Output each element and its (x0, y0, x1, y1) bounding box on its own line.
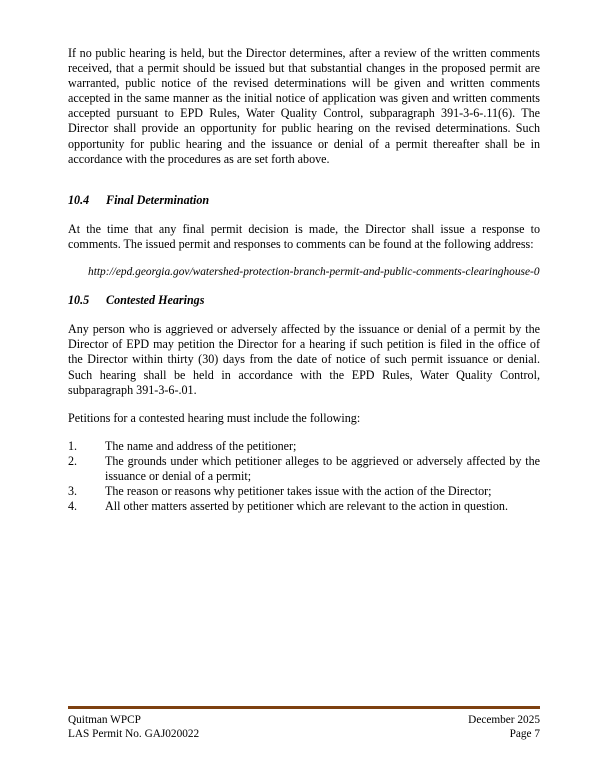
section-heading-10-4 (68, 193, 540, 208)
post-heading-spacer-10-5 (68, 308, 540, 322)
list-item-number: 1. (68, 438, 78, 453)
petitions-list-intro: Petitions for a contested hearing must include the following: (68, 410, 361, 425)
list-item-text: The name and address of the petitioner; (105, 438, 297, 453)
list-item-text: The grounds under which petitioner alleges to be aggrieved or adversely affected by the issuance or denial of a permit; (105, 453, 540, 483)
footer-row-top (68, 713, 540, 727)
list-item (68, 439, 540, 454)
footer-permit-number: LAS Permit No. GAJ020022 (68, 728, 200, 741)
list-item (68, 454, 540, 484)
footer-divider-rule (68, 706, 540, 709)
section-number-10-5: 10.5 (68, 293, 90, 308)
intro-paragraph: If no public hearing is held, but the Director determines, after a review of the written comments received, that a permit should be issued but that substantial changes in the proposed permit are warranted, public notice of the revised determinations will be given and written comments accepted in the same manner as the initial notice of application was given and written comments accepted pursuant to EPD Rules, Water Quality Control, subparagraph 391-3-6-.11(6). The Director shall provide an opportunity for public hearing on the revised determinations. Such opportunity for public hearing and the issuance or denial of a permit thereafter shall be in accordance with the procedures as are set forth above. (68, 46, 540, 166)
footer-row-bottom (68, 727, 540, 741)
section-heading-10-5 (68, 293, 540, 308)
page-footer (68, 706, 540, 741)
footer-page-number: Page 7 (509, 728, 540, 741)
section-number-10-4: 10.4 (68, 192, 90, 207)
section-title-10-5: Contested Hearings (106, 293, 205, 308)
list-item (68, 499, 540, 514)
list-item-number: 3. (68, 484, 78, 499)
list-item-text: All other matters asserted by petitioner which are relevant to the action in question. (105, 499, 508, 514)
footer-rows (68, 713, 540, 741)
heading-spacer-10-5 (68, 280, 540, 293)
final-determination-paragraph: At the time that any final permit decision is made, the Director shall issue a response to comments. The issued permit and responses to comments can be found at the following address: (68, 221, 540, 251)
contested-hearings-paragraph: Any person who is aggrieved or adversely affected by the issuance or denial of a permit by the Director of EPD may petition the Director for a hearing if such petition is filed in the office of the Director within thirty (30) days from the date of notice of such permit issuance or denial. Such hearing shall be held in accordance with the EPD Rules, Water Quality Control, subparagraph 391-3-6-.01. (68, 322, 540, 397)
list-item (68, 484, 540, 499)
footer-date: December 2025 (468, 714, 540, 726)
post-heading-spacer-10-4 (68, 208, 540, 222)
heading-spacer-10-4 (68, 180, 540, 193)
list-item-number: 2. (68, 453, 78, 468)
page-content (68, 46, 540, 514)
footer-facility-name: Quitman WPCP (68, 714, 141, 726)
list-item-text: The reason or reasons why petitioner takes issue with the action of the Director; (105, 484, 492, 499)
clearinghouse-url[interactable]: http://epd.georgia.gov/watershed-protection-branch-permit-and-public-comments-clearinghouse-0 (88, 266, 540, 279)
petition-requirements-list (68, 439, 540, 514)
list-item-number: 4. (68, 499, 78, 514)
section-title-10-4: Final Determination (106, 192, 210, 207)
